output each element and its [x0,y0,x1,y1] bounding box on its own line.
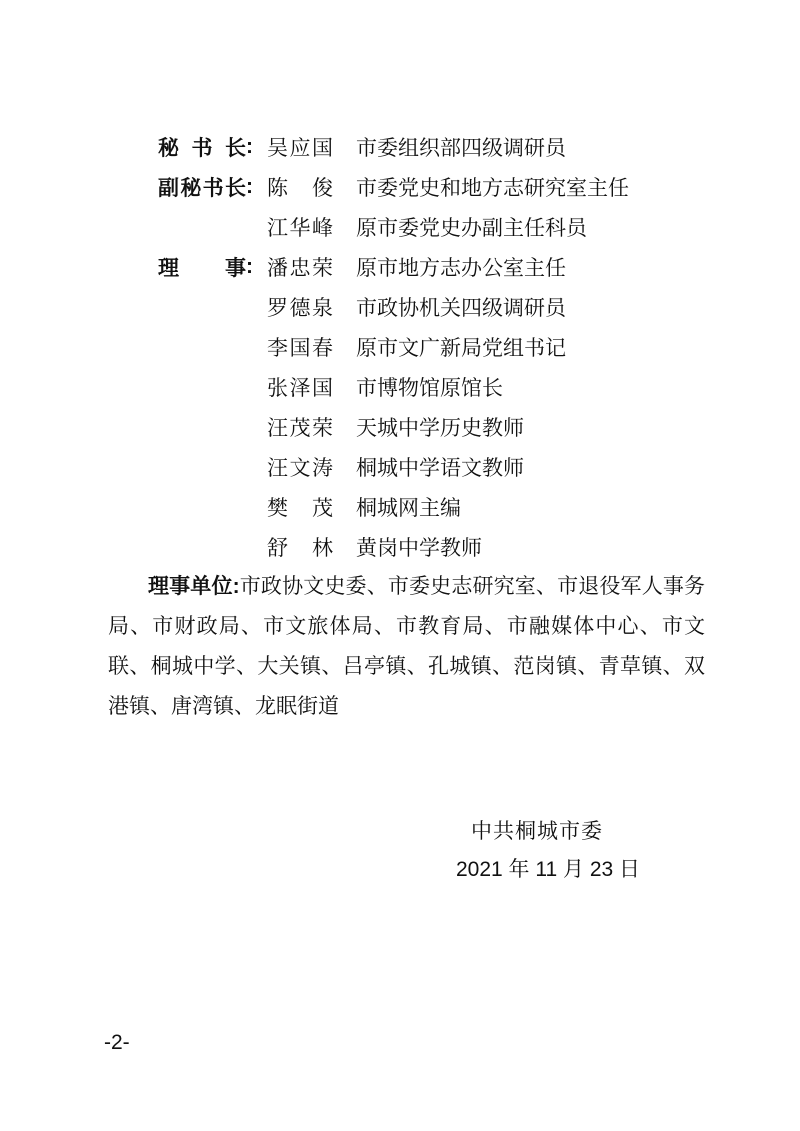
roster-row [158,207,629,247]
roster-person-name: 陈俊 [267,177,333,200]
signature-date: 2021 年 11 月 23 日 [455,858,641,881]
roster-row-director [158,247,629,287]
roster-row [158,407,629,447]
roster-person-title: 市委组织部四级调研员 [356,137,566,160]
roster-person-name: 吴应国 [267,137,333,160]
roster-person-title: 原市地方志办公室主任 [356,257,566,280]
roster-person-name: 舒林 [267,537,333,560]
roster-person-title: 原市委党史办副主任科员 [356,217,587,240]
roster-row [158,487,629,527]
roster-person-name: 罗德泉 [267,297,333,320]
signature-organization: 中共桐城市委 [471,820,603,843]
roster-colon: : [246,135,253,158]
roster-person-title: 原市文广新局党组书记 [356,337,566,360]
roster-person-title: 天城中学历史教师 [356,417,524,440]
roster-person-name: 张泽国 [267,377,333,400]
member-units-paragraph [108,567,705,727]
roster-row [158,287,629,327]
roster-role-label: 副秘书长 [158,177,246,200]
roster-person-name: 李国春 [267,337,333,360]
roster-person-title: 市委党史和地方志研究室主任 [356,177,629,200]
roster-person-name: 汪文涛 [267,457,333,480]
roster-row [158,447,629,487]
roster-row-deputy-secretary-general [158,167,629,207]
roster-person-title: 桐城网主编 [356,497,461,520]
roster-row [158,327,629,367]
roster-person-title: 市政协机关四级调研员 [356,297,566,320]
roster-person-name: 江华峰 [267,217,333,240]
member-units-text: 市政协文史委、市委史志研究室、市退役军人事务局、市财政局、市文旅体局、市教育局、市融媒体中心、市文联、桐城中学、大关镇、吕亭镇、孔城镇、范岗镇、青草镇、双港镇、唐湾镇、龙眠街道 [108,575,706,718]
page-number: -2- [104,1031,130,1054]
member-units-label: 理事单位 [148,575,233,598]
roster-role-label: 理事 [158,257,246,280]
roster-person-name: 潘忠荣 [267,257,333,280]
roster-row-secretary-general [158,127,629,167]
roster-person-title: 黄岗中学教师 [356,537,482,560]
roster-role-label: 秘书长 [158,137,246,160]
roster-person-name: 汪茂荣 [267,417,333,440]
officer-roster [158,127,629,567]
roster-row [158,527,629,567]
roster-person-name: 樊茂 [267,497,333,520]
roster-colon: : [246,255,253,278]
roster-row [158,367,629,407]
roster-person-title: 桐城中学语文教师 [356,457,524,480]
roster-colon: : [246,175,253,198]
member-units-colon: : [232,575,240,598]
roster-person-title: 市博物馆原馆长 [356,377,503,400]
